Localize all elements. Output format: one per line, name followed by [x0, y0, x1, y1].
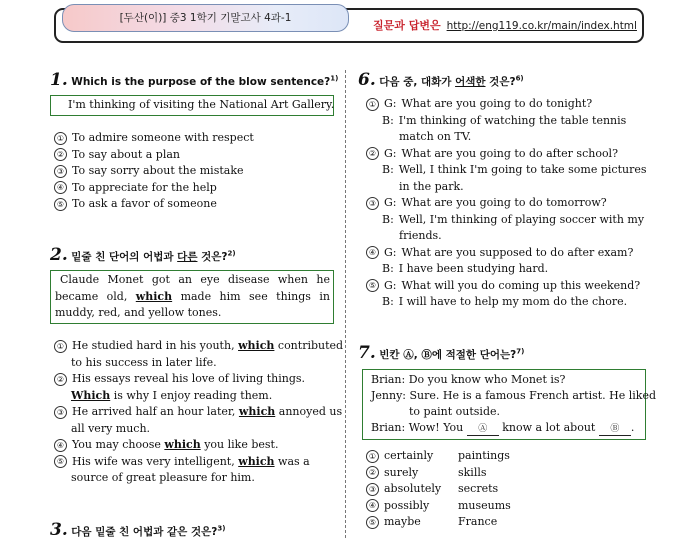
- q7-blank-a: Ⓐ: [467, 424, 499, 436]
- q1-box-text: I'm thinking of visiting the National Art Gallery.: [68, 98, 335, 111]
- q7-number: 7.: [358, 343, 376, 363]
- dialogue-text: in the park.: [399, 179, 464, 193]
- q7-blank-b: Ⓑ: [599, 424, 631, 436]
- q6-number: 6.: [358, 70, 376, 90]
- q2-box: [50, 270, 334, 324]
- q3-footnote: 3): [217, 524, 226, 533]
- q1-box: [50, 95, 334, 116]
- option-which: which: [238, 339, 275, 352]
- option-word-b: museums: [458, 498, 511, 512]
- option-text-b: contributed: [274, 339, 344, 352]
- qa-label: 질문과 답변은: [373, 19, 441, 32]
- option-which: which: [238, 454, 275, 468]
- q1-option[interactable]: [54, 164, 244, 178]
- dialogue-text: match on TV.: [399, 130, 472, 143]
- q2-option[interactable]: [54, 339, 343, 353]
- q6-dialogue-line: [382, 213, 644, 226]
- q2-option[interactable]: [54, 455, 310, 469]
- q7-heading: [358, 343, 524, 363]
- option-number: ④: [54, 439, 67, 452]
- q6-dialogue-line: [399, 130, 471, 143]
- dialogue-text: What are you supposed to do after exam?: [401, 245, 634, 259]
- dialogue-text: Well, I'm thinking of playing soccer with my: [398, 212, 645, 226]
- option-text-a: source of great pleasure for him.: [71, 471, 255, 484]
- q2-footnote: 2): [227, 249, 236, 258]
- option-text: To say sorry about the mistake: [72, 164, 244, 177]
- q6-heading: [358, 70, 524, 90]
- option-number: ④: [366, 499, 379, 512]
- option-word-a: surely: [384, 465, 419, 479]
- option-number: ③: [366, 197, 379, 210]
- option-word-b: paintings: [458, 449, 510, 462]
- q6-dialogue-line: [382, 262, 548, 275]
- column-divider: [345, 70, 346, 538]
- header-title: [두산(이)] 중3 1학기 기말고사 4과-1: [62, 4, 349, 32]
- q7-option[interactable]: [366, 499, 511, 513]
- q2-number: 2.: [50, 245, 68, 265]
- q2-box-text-a: Claude Monet got an eye disease when he became old,: [55, 273, 330, 303]
- option-number: ④: [54, 181, 67, 194]
- qa-url-link[interactable]: http://eng119.co.kr/main/index.html: [446, 20, 637, 32]
- dialogue-text: What are you going to do tonight?: [401, 97, 593, 110]
- q7-box-line3: to paint outside.: [409, 405, 500, 418]
- option-text-a: You may choose: [72, 438, 165, 451]
- option-text-b: is why I enjoy reading them.: [110, 388, 273, 402]
- option-number: ①: [54, 340, 67, 353]
- option-number: ①: [54, 132, 67, 145]
- q2-box-text: [55, 272, 330, 322]
- q2-option[interactable]: [54, 405, 342, 419]
- q6-option[interactable]: [366, 279, 640, 293]
- dialogue-text: I have been studying hard.: [398, 262, 549, 275]
- speaker: G:: [384, 196, 397, 209]
- speaker: G:: [384, 245, 397, 259]
- q3-title: 다음 밑줄 친 어법과 같은 것은?: [71, 526, 218, 538]
- q7-title: 빈칸 Ⓐ, Ⓑ에 적절한 단어는?: [379, 349, 517, 361]
- option-number: ⑤: [366, 279, 379, 292]
- q1-option[interactable]: [54, 131, 254, 145]
- option-number: ③: [54, 406, 67, 419]
- q7-box-line4-a: Brian: Wow! You: [371, 421, 467, 434]
- dialogue-text: What are you going to do after school?: [401, 146, 618, 160]
- speaker: B:: [382, 163, 394, 176]
- q1-title: Which is the purpose of the blow sentence?: [71, 76, 331, 88]
- q2-option-continuation: [71, 389, 272, 402]
- q7-option[interactable]: [366, 466, 487, 480]
- option-which: which: [238, 405, 276, 418]
- q7-box-line2: Jenny: Sure. He is a famous French artist. He liked: [371, 389, 657, 402]
- q6-dialogue-line: [399, 229, 442, 242]
- q2-title-a: 밑줄 친 단어의 어법과: [71, 251, 178, 263]
- option-number: ⑤: [54, 455, 67, 468]
- q3-heading: [50, 520, 225, 540]
- q6-option[interactable]: [366, 97, 592, 111]
- option-text-a: all very much.: [71, 421, 151, 435]
- q6-dialogue-line: [382, 295, 627, 308]
- option-number: ④: [366, 246, 379, 259]
- q1-heading: [50, 70, 338, 90]
- q2-option-continuation: [71, 471, 255, 484]
- dialogue-text: I'm thinking of watching the table tennis: [398, 113, 627, 127]
- q7-box-line4: [371, 421, 634, 436]
- option-which: Which: [71, 388, 111, 402]
- option-word-a: certainly: [384, 449, 434, 462]
- option-number: ①: [366, 450, 379, 463]
- q2-option-continuation: [71, 422, 150, 435]
- q7-box-line4-c: .: [630, 421, 635, 434]
- option-number: ②: [366, 466, 379, 479]
- speaker: G:: [384, 146, 397, 160]
- q1-number: 1.: [50, 70, 68, 90]
- option-word-b: skills: [458, 465, 487, 479]
- option-word-a: absolutely: [384, 482, 442, 495]
- q6-dialogue-line: [382, 163, 647, 176]
- q6-dialogue-line: [382, 114, 626, 127]
- speaker: B:: [382, 295, 394, 308]
- option-text-b: was a: [274, 454, 310, 468]
- q1-footnote: 1): [330, 74, 339, 83]
- option-number: ③: [366, 483, 379, 496]
- q6-option[interactable]: [366, 246, 633, 260]
- speaker: B:: [382, 113, 394, 127]
- q6-title-c: 것은?: [485, 76, 516, 88]
- q1-option[interactable]: [54, 181, 217, 195]
- option-text: To ask a favor of someone: [72, 197, 217, 210]
- option-number: ⑤: [366, 516, 379, 529]
- option-word-b: secrets: [458, 482, 499, 495]
- q6-option[interactable]: [366, 196, 607, 210]
- option-number: ①: [366, 98, 379, 111]
- q7-box: [362, 369, 657, 440]
- q2-heading: [50, 245, 236, 265]
- q7-box-line1: Brian: Do you know who Monet is?: [371, 373, 566, 386]
- q6-footnote: 6): [515, 74, 524, 83]
- speaker: B:: [382, 262, 394, 275]
- option-text: To admire someone with respect: [72, 131, 254, 144]
- q7-option[interactable]: [366, 515, 497, 529]
- option-text-a: His essays reveal his love of living things.: [72, 372, 306, 385]
- q7-footnote: 7): [516, 347, 525, 356]
- option-text-b: you like best.: [200, 438, 279, 451]
- q2-option[interactable]: [54, 372, 305, 386]
- option-text: To say about a plan: [72, 147, 180, 161]
- speaker: B:: [382, 212, 394, 226]
- q6-option[interactable]: [366, 147, 618, 161]
- option-text-a: His wife was very intelligent,: [72, 454, 239, 468]
- q2-title-emph: 다른: [177, 251, 198, 263]
- option-number: ③: [54, 165, 67, 178]
- option-number: ⑤: [54, 198, 67, 211]
- dialogue-text: What are you going to do tomorrow?: [401, 196, 607, 209]
- speaker: G:: [384, 97, 397, 110]
- q1-option[interactable]: [54, 148, 180, 162]
- dialogue-text: friends.: [399, 229, 442, 242]
- option-text-b: annoyed us: [275, 405, 343, 418]
- q7-option[interactable]: [366, 482, 498, 496]
- option-text: To appreciate for the help: [72, 180, 217, 194]
- option-word-a: possibly: [384, 498, 430, 512]
- option-word-b: France: [458, 515, 498, 528]
- option-text-a: to his success in later life.: [71, 355, 217, 369]
- header-qa: [373, 17, 638, 31]
- option-number: ②: [54, 148, 67, 161]
- q6-dialogue-line: [399, 180, 464, 193]
- option-text-a: He arrived half an hour later,: [72, 405, 239, 418]
- q2-option-continuation: [71, 356, 217, 369]
- option-word-a: maybe: [384, 515, 421, 528]
- option-text-a: He studied hard in his youth,: [72, 339, 239, 352]
- q1-option[interactable]: [54, 197, 217, 211]
- q3-number: 3.: [50, 520, 68, 540]
- speaker: G:: [384, 278, 397, 292]
- dialogue-text: Well, I think I'm going to take some pictures: [398, 163, 647, 176]
- q2-box-which: which: [135, 289, 173, 303]
- q6-title-emph: 어색한: [455, 76, 486, 88]
- dialogue-text: I will have to help my mom do the chore.: [398, 295, 628, 308]
- dialogue-text: What will you do coming up this weekend?: [401, 278, 641, 292]
- q2-title-c: 것은?: [197, 251, 228, 263]
- q7-option[interactable]: [366, 449, 510, 463]
- option-number: ②: [54, 373, 67, 386]
- option-which: which: [164, 438, 201, 451]
- q7-box-line4-b: know a lot about: [498, 421, 599, 434]
- option-number: ②: [366, 147, 379, 160]
- q6-title-a: 다음 중, 대화가: [379, 76, 456, 88]
- q2-box-text-b: made him see things in muddy, red, and yellow tones.: [55, 289, 330, 319]
- q2-option[interactable]: [54, 438, 278, 452]
